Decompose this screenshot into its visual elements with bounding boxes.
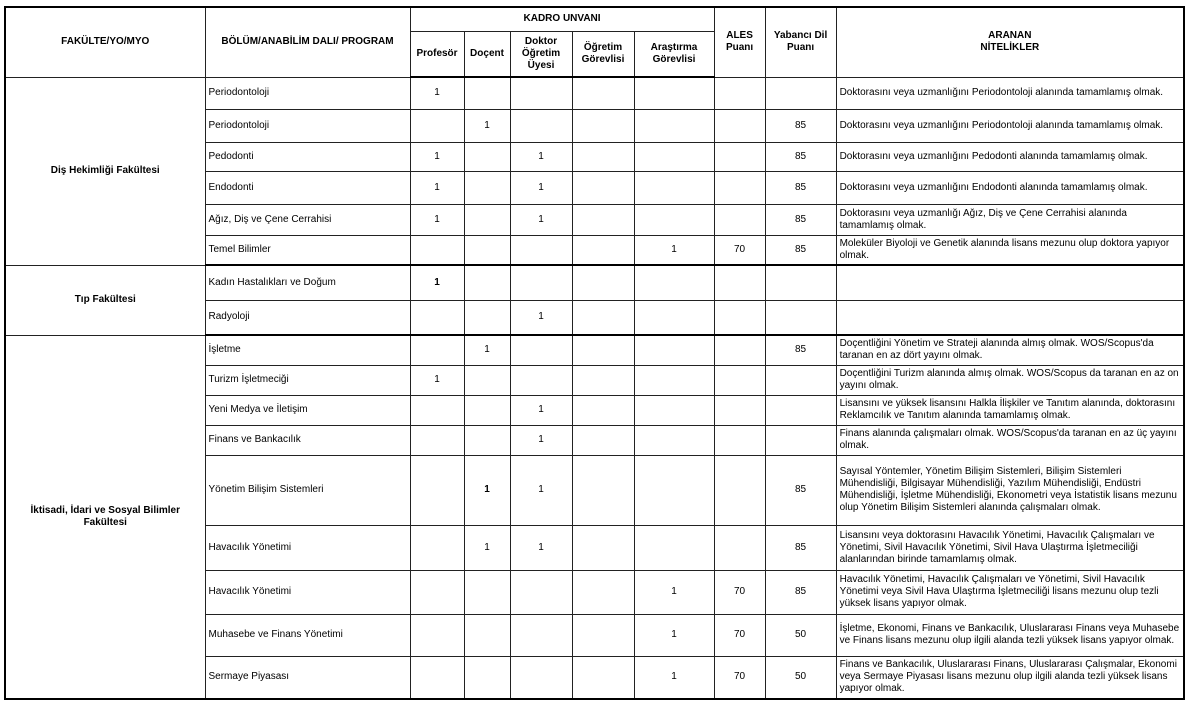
cell-dr-ogretim-uyesi [510, 656, 572, 699]
program-cell: Yeni Medya ve İletişim [205, 395, 410, 425]
faculty-cell: Tıp Fakültesi [5, 265, 205, 335]
table-row [5, 335, 1184, 365]
cell-docent [464, 300, 510, 335]
cell-docent [464, 235, 510, 265]
cell-ales [714, 265, 765, 300]
header-yabanci-dil: Yabancı Dil Puanı [765, 7, 836, 77]
cell-profesor [410, 395, 464, 425]
cell-yabanci-dil: 85 [765, 109, 836, 142]
cell-arastirma-gorevlisi [634, 455, 714, 525]
cell-arastirma-gorevlisi: 1 [634, 614, 714, 656]
requirements-cell: Moleküler Biyoloji ve Genetik alanında lisans mezunu olup doktora yapıyor olmak. [836, 235, 1184, 265]
program-cell: Ağız, Diş ve Çene Cerrahisi [205, 204, 410, 235]
program-cell: İşletme [205, 335, 410, 365]
cell-docent [464, 656, 510, 699]
program-cell: Havacılık Yönetimi [205, 525, 410, 570]
cell-ales [714, 142, 765, 171]
cell-arastirma-gorevlisi [634, 395, 714, 425]
cell-ogretim-gorevlisi [572, 300, 634, 335]
faculty-cell: Diş Hekimliği Fakültesi [5, 77, 205, 265]
cell-yabanci-dil: 85 [765, 142, 836, 171]
cell-arastirma-gorevlisi [634, 525, 714, 570]
cell-ales [714, 171, 765, 204]
cell-docent: 1 [464, 335, 510, 365]
cell-ogretim-gorevlisi [572, 235, 634, 265]
program-cell: Havacılık Yönetimi [205, 570, 410, 614]
cell-docent: 1 [464, 525, 510, 570]
cell-yabanci-dil [765, 77, 836, 109]
program-cell: Yönetim Bilişim Sistemleri [205, 455, 410, 525]
cell-docent [464, 77, 510, 109]
program-cell: Radyoloji [205, 300, 410, 335]
table-body [5, 77, 1184, 699]
cell-yabanci-dil [765, 395, 836, 425]
cell-profesor [410, 455, 464, 525]
cell-docent [464, 570, 510, 614]
requirements-cell: Lisansını ve yüksek lisansını Halkla İlişkiler ve Tanıtım alanında, doktorasını Reklamcılık ve Tanıtım alanında tamamlamış olmak. [836, 395, 1184, 425]
cell-dr-ogretim-uyesi [510, 235, 572, 265]
cell-ales: 70 [714, 235, 765, 265]
cell-arastirma-gorevlisi [634, 425, 714, 455]
cell-ogretim-gorevlisi [572, 395, 634, 425]
cell-dr-ogretim-uyesi [510, 365, 572, 395]
cell-arastirma-gorevlisi [634, 365, 714, 395]
cell-dr-ogretim-uyesi: 1 [510, 300, 572, 335]
cell-yabanci-dil: 85 [765, 525, 836, 570]
cell-ogretim-gorevlisi [572, 109, 634, 142]
cell-docent [464, 265, 510, 300]
cell-profesor: 1 [410, 77, 464, 109]
program-cell: Kadın Hastalıkları ve Doğum [205, 265, 410, 300]
requirements-cell: Doktorasını veya uzmanlığını Periodontoloji alanında tamamlamış olmak. [836, 77, 1184, 109]
cell-ogretim-gorevlisi [572, 570, 634, 614]
cell-yabanci-dil: 85 [765, 570, 836, 614]
cell-profesor [410, 614, 464, 656]
cell-yabanci-dil [765, 365, 836, 395]
cell-profesor [410, 525, 464, 570]
cell-ales [714, 455, 765, 525]
cell-docent [464, 142, 510, 171]
cell-yabanci-dil: 85 [765, 335, 836, 365]
cell-dr-ogretim-uyesi [510, 109, 572, 142]
requirements-cell: Doktorasını veya uzmanlığını Periodontoloji alanında tamamlamış olmak. [836, 109, 1184, 142]
cell-dr-ogretim-uyesi [510, 335, 572, 365]
cell-arastirma-gorevlisi [634, 109, 714, 142]
cell-ales: 70 [714, 570, 765, 614]
cell-dr-ogretim-uyesi: 1 [510, 142, 572, 171]
cell-dr-ogretim-uyesi: 1 [510, 425, 572, 455]
cell-profesor [410, 235, 464, 265]
program-cell: Muhasebe ve Finans Yönetimi [205, 614, 410, 656]
cell-profesor [410, 425, 464, 455]
cell-dr-ogretim-uyesi: 1 [510, 395, 572, 425]
cell-dr-ogretim-uyesi [510, 265, 572, 300]
cell-docent [464, 614, 510, 656]
cell-arastirma-gorevlisi [634, 300, 714, 335]
cell-yabanci-dil: 85 [765, 455, 836, 525]
cell-ogretim-gorevlisi [572, 525, 634, 570]
cell-ales: 70 [714, 614, 765, 656]
requirements-cell: Doçentliğini Yönetim ve Strateji alanında almış olmak. WOS/Scopus'da taranan en az dört yayını olmak. [836, 335, 1184, 365]
cell-ogretim-gorevlisi [572, 142, 634, 171]
cell-dr-ogretim-uyesi [510, 570, 572, 614]
requirements-cell: İşletme, Ekonomi, Finans ve Bankacılık, Uluslararası Finans veya Muhasebe ve Finans lisans mezunu olup ilgili alanda tezli yüksek lisans yapıyor olmak. [836, 614, 1184, 656]
program-cell: Periodontoloji [205, 109, 410, 142]
cell-dr-ogretim-uyesi [510, 77, 572, 109]
cell-profesor: 1 [410, 204, 464, 235]
header-profesor: Profesör [410, 31, 464, 77]
cell-dr-ogretim-uyesi: 1 [510, 525, 572, 570]
cell-profesor: 1 [410, 171, 464, 204]
requirements-cell [836, 265, 1184, 300]
requirements-cell: Lisansını veya doktorasını Havacılık Yönetimi, Havacılık Çalışmaları ve Yönetimi, Sivil Havacılık Yönetimi, Sivil Hava Ulaştırma İşletmeciliği alanlarından birinde tamamlamış olmak. [836, 525, 1184, 570]
cell-ogretim-gorevlisi [572, 614, 634, 656]
program-cell: Sermaye Piyasası [205, 656, 410, 699]
cell-ogretim-gorevlisi [572, 265, 634, 300]
program-cell: Turizm İşletmeciği [205, 365, 410, 395]
cell-ogretim-gorevlisi [572, 365, 634, 395]
cell-ales [714, 204, 765, 235]
cell-ales [714, 335, 765, 365]
program-cell: Pedodonti [205, 142, 410, 171]
header-ogretim-gorevlisi: Öğretim Görevlisi [572, 31, 634, 77]
header-program: BÖLÜM/ANABİLİM DALI/ PROGRAM [205, 7, 410, 77]
requirements-cell: Finans ve Bankacılık, Uluslararası Finans, Uluslararası Çalışmalar, Ekonomi veya Sermaye Piyasası lisans mezunu olup ilgili alanda tezli yüksek lisans yapıyor olmak. [836, 656, 1184, 699]
cell-docent [464, 395, 510, 425]
cell-dr-ogretim-uyesi: 1 [510, 204, 572, 235]
cell-ogretim-gorevlisi [572, 204, 634, 235]
cell-ales [714, 425, 765, 455]
cell-yabanci-dil [765, 425, 836, 455]
cell-ales [714, 365, 765, 395]
program-cell: Finans ve Bankacılık [205, 425, 410, 455]
cell-ogretim-gorevlisi [572, 77, 634, 109]
cell-docent [464, 204, 510, 235]
program-cell: Temel Bilimler [205, 235, 410, 265]
cell-yabanci-dil: 50 [765, 656, 836, 699]
cell-docent [464, 171, 510, 204]
header-aranan-nitelikler [836, 7, 1184, 77]
header-kadro-unvani: KADRO UNVANI [410, 7, 714, 31]
cell-profesor: 1 [410, 142, 464, 171]
cell-profesor [410, 335, 464, 365]
cell-arastirma-gorevlisi: 1 [634, 235, 714, 265]
header-docent: Doçent [464, 31, 510, 77]
cell-profesor: 1 [410, 265, 464, 300]
cell-yabanci-dil: 85 [765, 235, 836, 265]
cell-ales [714, 300, 765, 335]
cell-arastirma-gorevlisi [634, 142, 714, 171]
cell-docent [464, 365, 510, 395]
cell-ogretim-gorevlisi [572, 335, 634, 365]
cell-arastirma-gorevlisi [634, 335, 714, 365]
cell-profesor: 1 [410, 365, 464, 395]
program-cell: Periodontoloji [205, 77, 410, 109]
requirements-cell: Sayısal Yöntemler, Yönetim Bilişim Sistemleri, Bilişim Sistemleri Mühendisliği, Bilgisayar Mühendisliği, Yazılım Mühendisliği, Endüstri Mühendisliği, İşletme Mühendisliği, Ekonometri veya İstatistik lisans mezunu olup Yönetim Bilişim Sistemleri alanında çalışmaları olmak. [836, 455, 1184, 525]
cell-yabanci-dil: 85 [765, 204, 836, 235]
cell-arastirma-gorevlisi: 1 [634, 656, 714, 699]
cell-yabanci-dil: 50 [765, 614, 836, 656]
table-row [5, 265, 1184, 300]
header-arastirma-gorevlisi: Araştırma Görevlisi [634, 31, 714, 77]
cell-arastirma-gorevlisi: 1 [634, 570, 714, 614]
cell-ales [714, 395, 765, 425]
requirements-cell [836, 300, 1184, 335]
cell-dr-ogretim-uyesi: 1 [510, 455, 572, 525]
header-ales: ALES Puanı [714, 7, 765, 77]
cell-ales [714, 77, 765, 109]
cell-ogretim-gorevlisi [572, 425, 634, 455]
requirements-cell: Doktorasını veya uzmanlığını Pedodonti alanında tamamlamış olmak. [836, 142, 1184, 171]
header-aranan-line1: ARANAN [988, 30, 1032, 42]
cell-ales [714, 525, 765, 570]
faculty-cell: İktisadi, İdari ve Sosyal Bilimler Fakültesi [5, 335, 205, 699]
cell-arastirma-gorevlisi [634, 204, 714, 235]
cell-docent: 1 [464, 109, 510, 142]
header-dr-ogretim-uyesi: Doktor Öğretim Üyesi [510, 31, 572, 77]
cell-yabanci-dil [765, 265, 836, 300]
cell-docent: 1 [464, 455, 510, 525]
cell-profesor [410, 300, 464, 335]
table-row [5, 77, 1184, 109]
cell-dr-ogretim-uyesi [510, 614, 572, 656]
requirements-cell: Finans alanında çalışmaları olmak. WOS/Scopus'da taranan en az üç yayını olmak. [836, 425, 1184, 455]
requirements-cell: Doktorasını veya uzmanlığını Endodonti alanında tamamlamış olmak. [836, 171, 1184, 204]
cell-arastirma-gorevlisi [634, 265, 714, 300]
cell-ales: 70 [714, 656, 765, 699]
header-aranan-line2: NİTELİKLER [980, 42, 1040, 54]
cell-dr-ogretim-uyesi: 1 [510, 171, 572, 204]
cell-docent [464, 425, 510, 455]
requirements-cell: Havacılık Yönetimi, Havacılık Çalışmaları ve Yönetimi, Sivil Havacılık Yönetimi veya Sivil Hava Ulaştırma İşletmeciliği lisans mezunu olup tezli yüksek lisans yapıyor olmak. [836, 570, 1184, 614]
cell-profesor [410, 570, 464, 614]
program-cell: Endodonti [205, 171, 410, 204]
requirements-cell: Doçentliğini Turizm alanında almış olmak. WOS/Scopus da taranan en az on yayını olmak. [836, 365, 1184, 395]
cell-ales [714, 109, 765, 142]
cell-arastirma-gorevlisi [634, 171, 714, 204]
cell-profesor [410, 656, 464, 699]
requirements-cell: Doktorasını veya uzmanlığı Ağız, Diş ve Çene Cerrahisi alanında tamamlamış olmak. [836, 204, 1184, 235]
cell-profesor [410, 109, 464, 142]
cell-yabanci-dil: 85 [765, 171, 836, 204]
staff-positions-table [4, 6, 1185, 700]
header-faculty: FAKÜLTE/YO/MYO [5, 7, 205, 77]
cell-ogretim-gorevlisi [572, 455, 634, 525]
cell-arastirma-gorevlisi [634, 77, 714, 109]
cell-ogretim-gorevlisi [572, 656, 634, 699]
cell-ogretim-gorevlisi [572, 171, 634, 204]
cell-yabanci-dil [765, 300, 836, 335]
